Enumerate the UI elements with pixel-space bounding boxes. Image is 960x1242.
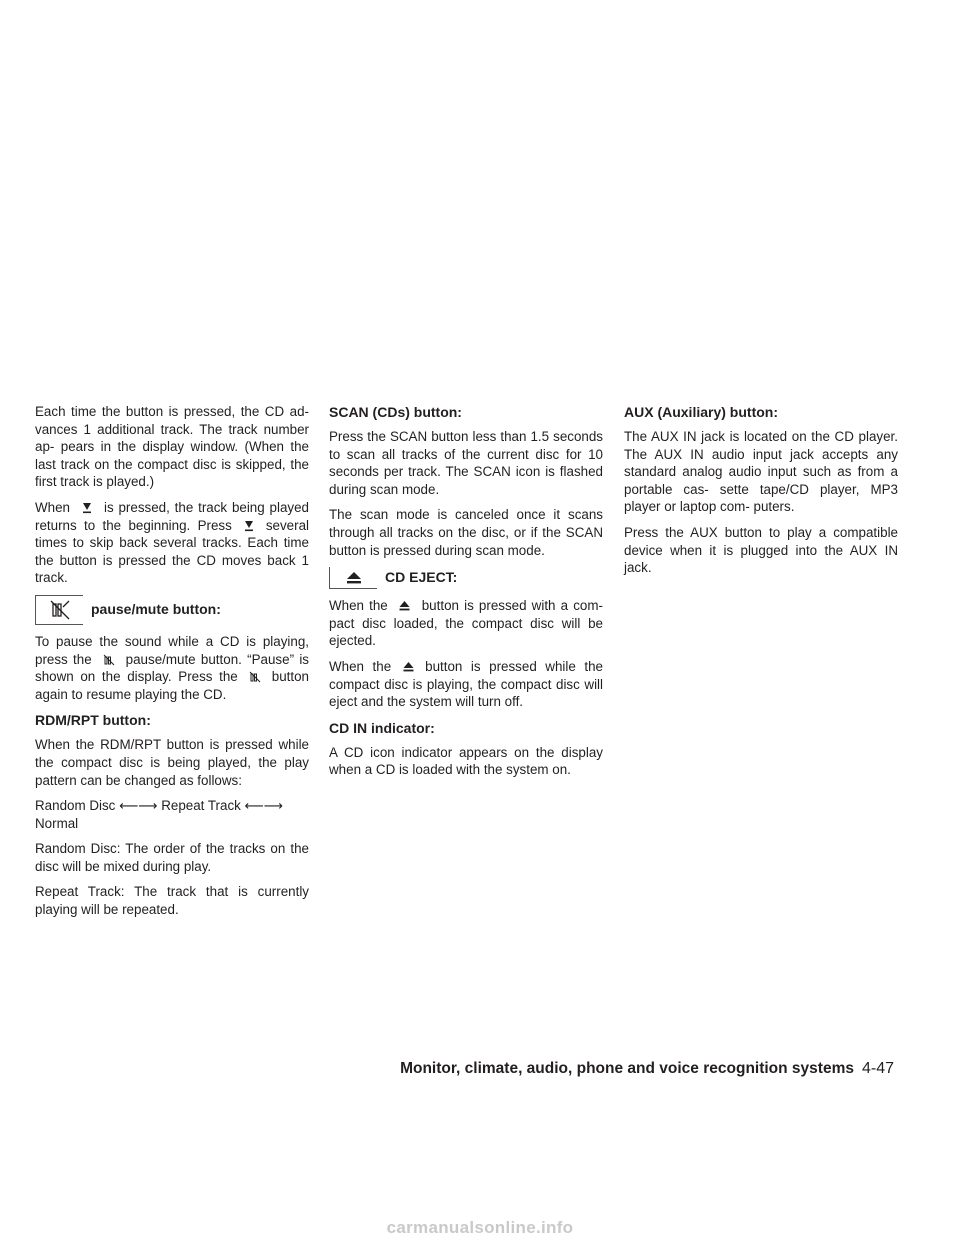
- rdm-paragraph: When the RDM/RPT button is pressed while the compact disc is being played, the play pattern can be changed as follows:: [35, 737, 309, 788]
- pause-paragraph: To pause the sound while a CD is playing, press the pause/mute button. “Pause” is shown on the display. Press the button again to resume playing the CD.: [35, 633, 309, 702]
- pause-mute-icon-box: [35, 595, 83, 625]
- pause-mute-icon: [49, 599, 71, 621]
- pause-mute-icon: [238, 670, 272, 684]
- track-back-icon: [232, 519, 266, 533]
- column-1: [35, 403, 309, 927]
- page-footer: [400, 1060, 894, 1078]
- track-back-paragraph: When is pressed, the track being played returns to the beginning. Press several times to skip back several tracks. Each time the button is pressed the CD moves back 1 track.: [35, 499, 309, 586]
- page-number: 4-47: [861, 1060, 894, 1077]
- eject-icon: [388, 599, 422, 613]
- cd-eject-heading-label: CD EJECT:: [385, 569, 458, 586]
- pause-mute-icon: [92, 653, 126, 667]
- cd-in-heading: CD IN indicator:: [329, 719, 435, 736]
- cd-advance-paragraph: Each time the button is pressed, the CD ad- vances 1 additional track. The track number ap- pears in the display window. (When the last track on the compact disc is skipped, the first track is played.): [35, 404, 309, 490]
- eject-icon: [391, 660, 425, 674]
- random-disc-paragraph: Random Disc: The order of the tracks on the disc will be mixed during play.: [35, 841, 309, 874]
- cd-eject-heading: [329, 567, 603, 589]
- aux-heading: AUX (Auxiliary) button:: [624, 404, 778, 420]
- rdm-cycle: Random Disc ⟵⟶ Repeat Track ⟵⟶ Normal: [35, 798, 283, 831]
- aux-button-paragraph: Press the AUX button to play a compatible device when it is plugged into the AUX IN jack.: [624, 524, 898, 576]
- rdm-rpt-heading: RDM/RPT button:: [35, 712, 151, 729]
- footer-section-title: Monitor, climate, audio, phone and voice recognition systems: [400, 1060, 854, 1077]
- aux-jack-paragraph: The AUX IN jack is located on the CD player. The AUX IN audio input jack accepts any standard analog audio input such as from a portable cas- sette tape/CD player, MP3 player or laptop com- puters.: [624, 429, 898, 515]
- eject-icon-box: [329, 567, 377, 589]
- column-3: [624, 403, 898, 585]
- column-2: [329, 403, 603, 787]
- pause-mute-heading-label: pause/mute button:: [91, 601, 221, 618]
- scan-cancel-paragraph: The scan mode is canceled once it scans through all tracks on the disc, or if the SCAN button is pressed during scan mode.: [329, 507, 603, 558]
- eject-playing-paragraph: When the button is pressed while the compact disc is playing, the compact disc will eject and the system will turn off.: [329, 658, 603, 710]
- scan-heading: SCAN (CDs) button:: [329, 404, 462, 420]
- watermark: carmanualsonline.info: [386, 1218, 574, 1237]
- eject-loaded-paragraph: When the button is pressed with a com- pact disc loaded, the compact disc will be ejected.: [329, 598, 603, 649]
- repeat-track-paragraph: Repeat Track: The track that is currently playing will be repeated.: [35, 884, 309, 918]
- pause-mute-heading: [35, 595, 309, 625]
- track-back-icon: [70, 501, 104, 515]
- eject-icon: [344, 571, 364, 585]
- cd-in-paragraph: A CD icon indicator appears on the display when a CD is loaded with the system on.: [329, 744, 603, 778]
- scan-paragraph: Press the SCAN button less than 1.5 seconds to scan all tracks of the current disc for 10 seconds per track. The SCAN icon is flashed during scan mode.: [329, 429, 603, 497]
